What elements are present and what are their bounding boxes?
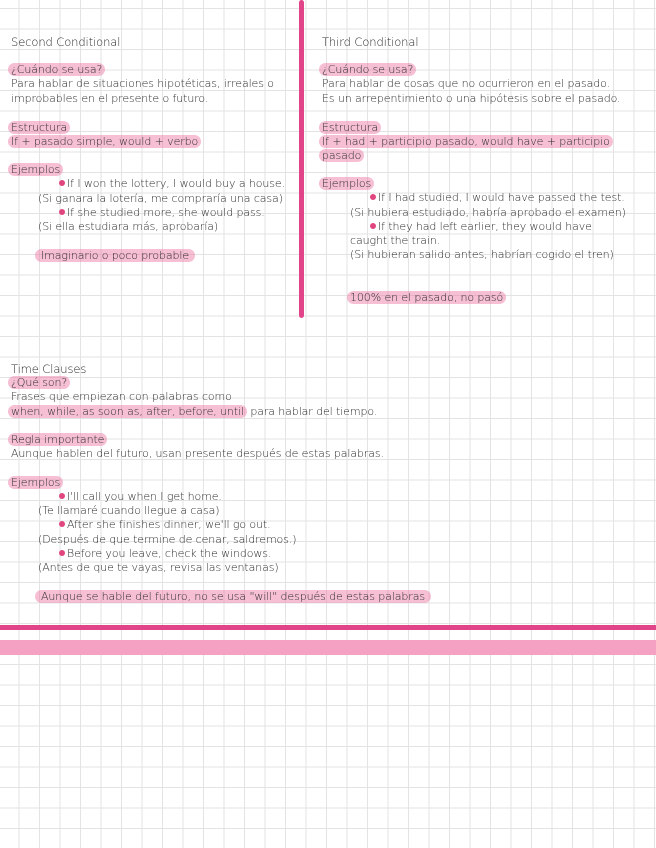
second-example-2-translation: (Si ella estudiara más, aprobaría): [38, 220, 219, 233]
third-conditional-title: Third Conditional: [322, 35, 419, 49]
horizontal-divider: [0, 625, 656, 630]
third-when-label: ¿Cuándo se usa?: [322, 63, 416, 77]
time-what-text-1: Frases que empiezan con palabras como: [11, 390, 232, 403]
vertical-divider: [299, 0, 304, 318]
bullet-icon: [59, 550, 65, 556]
time-note: Aunque se hable del futuro, no se usa "will" después de estas palabras: [38, 590, 431, 604]
time-example-3: Before you leave, check the windows.: [59, 547, 271, 561]
third-structure-text-2: pasado: [322, 149, 364, 163]
second-structure-text: If + pasado simple, would + verbo: [11, 135, 201, 149]
third-note: 100% en el pasado, no pasó: [350, 291, 506, 305]
third-examples-label: Ejemplos: [322, 177, 374, 191]
time-example-3-translation: (Antes de que te vayas, revisa las ventanas): [38, 561, 279, 574]
third-example-2: If they had left earlier, they would have: [370, 220, 592, 234]
time-example-2: After she finishes dinner, we'll go out.: [59, 518, 271, 532]
time-what-text-2: when, while, as soon as, after, before, until para hablar del tiempo.: [11, 405, 377, 419]
second-examples-label: Ejemplos: [11, 163, 63, 177]
time-clauses-title: Time Clauses: [11, 362, 87, 376]
third-when-text-1: Para hablar de cosas que no ocurrieron en el pasado.: [322, 77, 610, 90]
second-example-2: If she studied more, she would pass.: [59, 206, 265, 220]
second-when-text-2: improbables en el presente o futuro.: [11, 92, 209, 105]
second-conditional-title: Second Conditional: [11, 35, 121, 49]
second-example-1: If I won the lottery, I would buy a house.: [59, 177, 285, 191]
time-example-1-translation: (Te llamaré cuando llegue a casa): [38, 504, 220, 517]
bullet-icon: [370, 223, 376, 229]
third-example-2-translation: (Si hubieran salido antes, habrían cogido el tren): [350, 248, 614, 261]
third-structure-text-1: If + had + participio pasado, would have + participio: [322, 135, 613, 149]
third-example-2-cont: caught the train.: [350, 234, 441, 247]
bullet-icon: [370, 194, 376, 200]
second-note: Imaginario o poco probable: [38, 249, 195, 263]
bullet-icon: [59, 209, 65, 215]
third-when-text-2: Es un arrepentimiento o una hipótesis sobre el pasado.: [322, 92, 621, 105]
time-rule-label: Regla importante: [11, 433, 107, 447]
time-example-1: I'll call you when I get home.: [59, 490, 222, 504]
third-example-1-translation: (Si hubiera estudiado, habría aprobado el examen): [350, 206, 626, 219]
second-when-label: ¿Cuándo se usa?: [11, 63, 105, 77]
third-example-1: If I had studied, I would have passed the test.: [370, 191, 625, 205]
second-structure-label: Estructura: [11, 121, 70, 135]
bullet-icon: [59, 180, 65, 186]
bottom-band: [0, 640, 656, 655]
third-structure-label: Estructura: [322, 121, 381, 135]
time-what-label: ¿Qué son?: [11, 376, 70, 390]
time-rule-text: Aunque hablen del futuro, usan presente después de estas palabras.: [11, 447, 384, 460]
bullet-icon: [59, 521, 65, 527]
second-example-1-translation: (Si ganara la lotería, me compraría una casa): [38, 192, 283, 205]
second-when-text-1: Para hablar de situaciones hipotéticas, irreales o: [11, 77, 274, 90]
time-example-2-translation: (Después de que termine de cenar, saldremos.): [38, 533, 297, 546]
time-examples-label: Ejemplos: [11, 476, 63, 490]
bullet-icon: [59, 493, 65, 499]
